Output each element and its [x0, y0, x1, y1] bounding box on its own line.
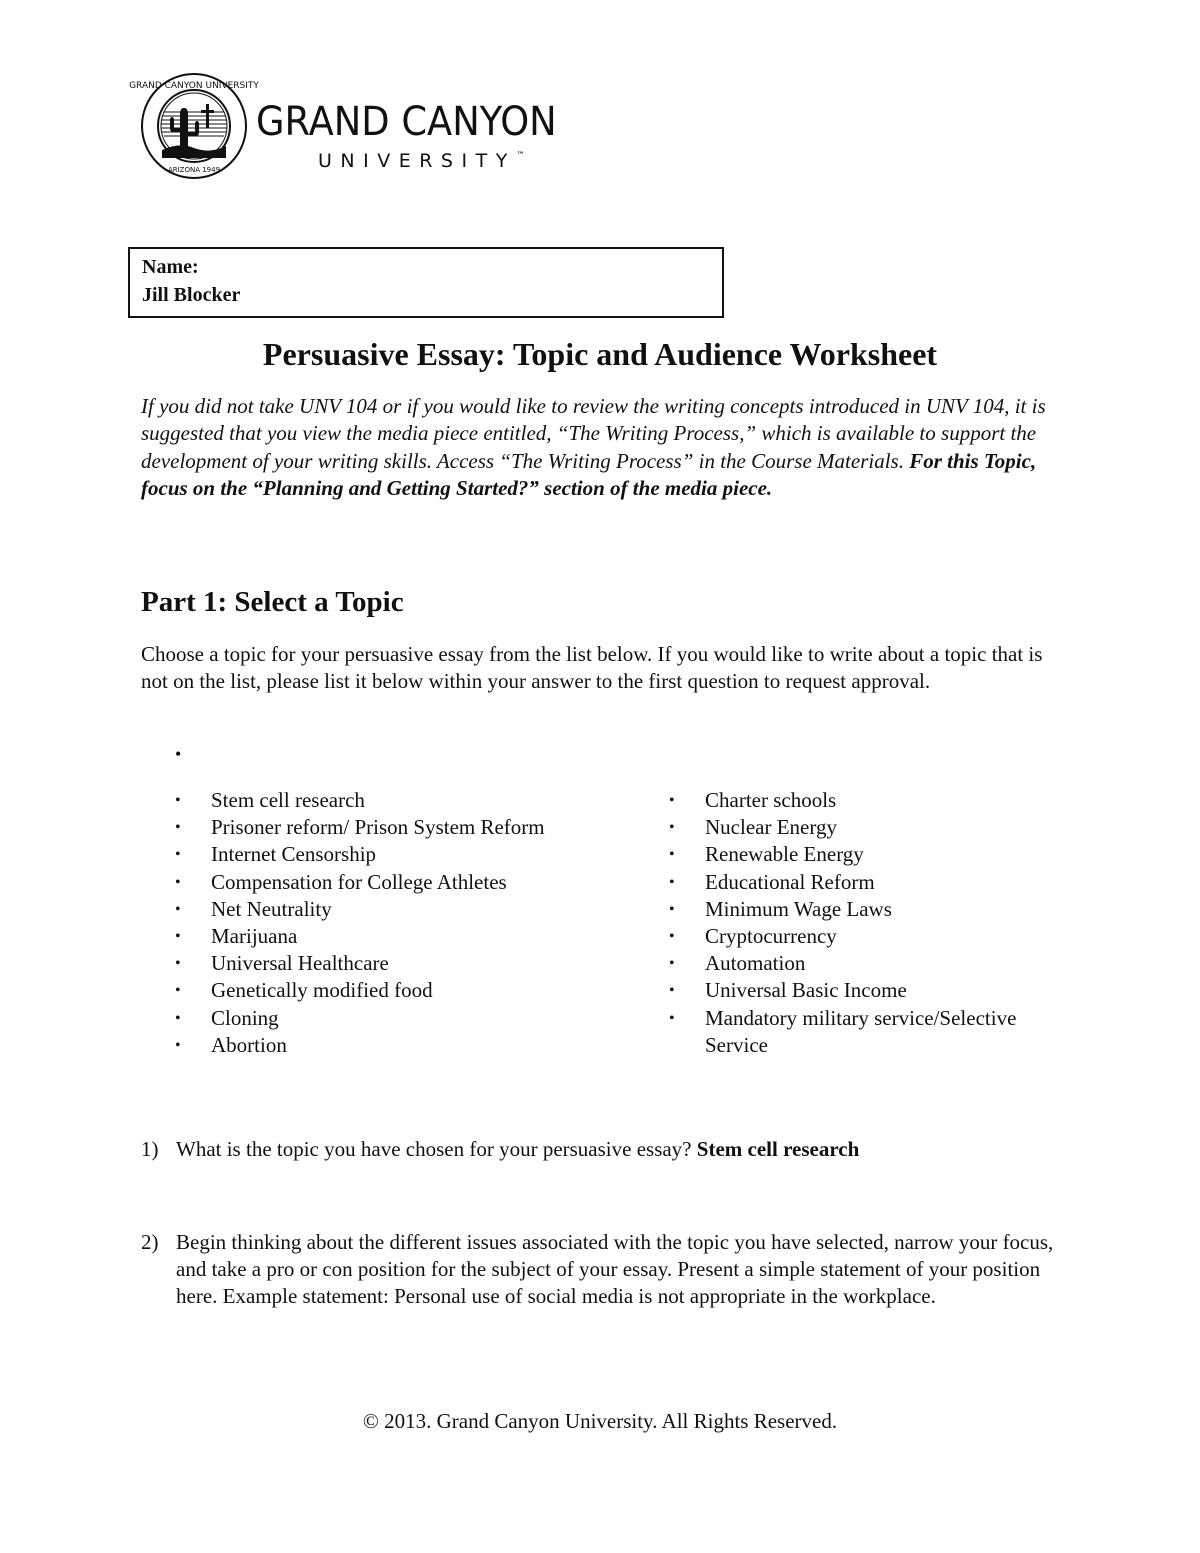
- topic-item: • Marijuana: [175, 923, 555, 950]
- trademark-mark: ™: [515, 151, 525, 161]
- topic-item: • Mandatory military service/Selective Service: [669, 1005, 1069, 1059]
- topic-list-right: [669, 787, 1069, 1059]
- topic-item: • Internet Censorship: [175, 841, 555, 868]
- topic-item: • Stem cell research: [175, 787, 555, 814]
- question-2-prompt: Begin thinking about the different issues associated with the topic you have selected, narrow your focus, and take a pro or con position for the subject of your essay. Present a simple statement of your position here. Example statement: Personal use of social media is not appropriate in the workplace.: [176, 1230, 1054, 1308]
- question-2: [141, 1229, 1066, 1310]
- question-text: [176, 1136, 1066, 1163]
- intro-italic: If you did not take UNV 104 or if you would like to review the writing concepts introduced in UNV 104, it is suggested that you view the media piece entitled, “The Writing Process,” which is available to support the development of your writing skills. Access “The Writing Process” in the Course Materials.: [141, 394, 1046, 473]
- empty-bullet: •: [175, 744, 182, 764]
- question-1: [141, 1136, 1066, 1163]
- topic-item: • Charter schools: [669, 787, 1069, 814]
- topic-item: • Automation: [669, 950, 1069, 977]
- topic-item: • Universal Basic Income: [669, 977, 1069, 1004]
- gcu-logo: [129, 72, 620, 182]
- intro-paragraph: [141, 393, 1066, 502]
- name-box: [128, 247, 724, 318]
- topic-item: • Cloning: [175, 1005, 555, 1032]
- topic-item: • Renewable Energy: [669, 841, 1069, 868]
- topic-item: • Universal Healthcare: [175, 950, 555, 977]
- university-seal-icon: [129, 72, 259, 180]
- copyright-footer: © 2013. Grand Canyon University. All Rights Reserved.: [362, 1409, 838, 1433]
- part1-instructions: Choose a topic for your persuasive essay from the list below. If you would like to write about a topic that is not on the list, please list it below within your answer to the first question to request approval.: [141, 642, 1043, 693]
- wordmark-main: GRAND CANYON: [256, 99, 557, 145]
- topic-item: • Nuclear Energy: [669, 814, 1069, 841]
- wordmark-sub-text: UNIVERSITY: [318, 150, 516, 172]
- topic-item: • Compensation for College Athletes: [175, 869, 555, 896]
- part1-heading: Part 1: Select a Topic: [141, 586, 404, 618]
- topic-item: • Minimum Wage Laws: [669, 896, 1069, 923]
- question-1-prompt: What is the topic you have chosen for your persuasive essay?: [176, 1137, 692, 1161]
- intro-bold: For this Topic, focus on the “Planning and Getting Started?” section of the media piece.: [141, 448, 1037, 500]
- topic-item: • Educational Reform: [669, 869, 1069, 896]
- name-label: Name:: [142, 256, 199, 278]
- topic-list-left: [175, 787, 555, 1059]
- question-1-answer[interactable]: Stem cell research: [696, 1137, 860, 1161]
- topic-item: • Abortion: [175, 1032, 555, 1059]
- question-number: 1): [141, 1137, 159, 1161]
- topic-item: • Net Neutrality: [175, 896, 555, 923]
- question-number: 2): [141, 1230, 159, 1254]
- topic-item: • Cryptocurrency: [669, 923, 1069, 950]
- wordmark-sub: [318, 152, 525, 171]
- topic-item: • Genetically modified food: [175, 977, 555, 1004]
- seal-text: GRAND CANYON UNIVERSITY: [129, 81, 259, 91]
- topic-item: • Prisoner reform/ Prison System Reform: [175, 814, 555, 841]
- worksheet-title: Persuasive Essay: Topic and Audience Worksheet: [262, 336, 938, 372]
- seal-bottom-text: ARIZONA 1949: [167, 166, 221, 174]
- name-value[interactable]: Jill Blocker: [142, 284, 241, 306]
